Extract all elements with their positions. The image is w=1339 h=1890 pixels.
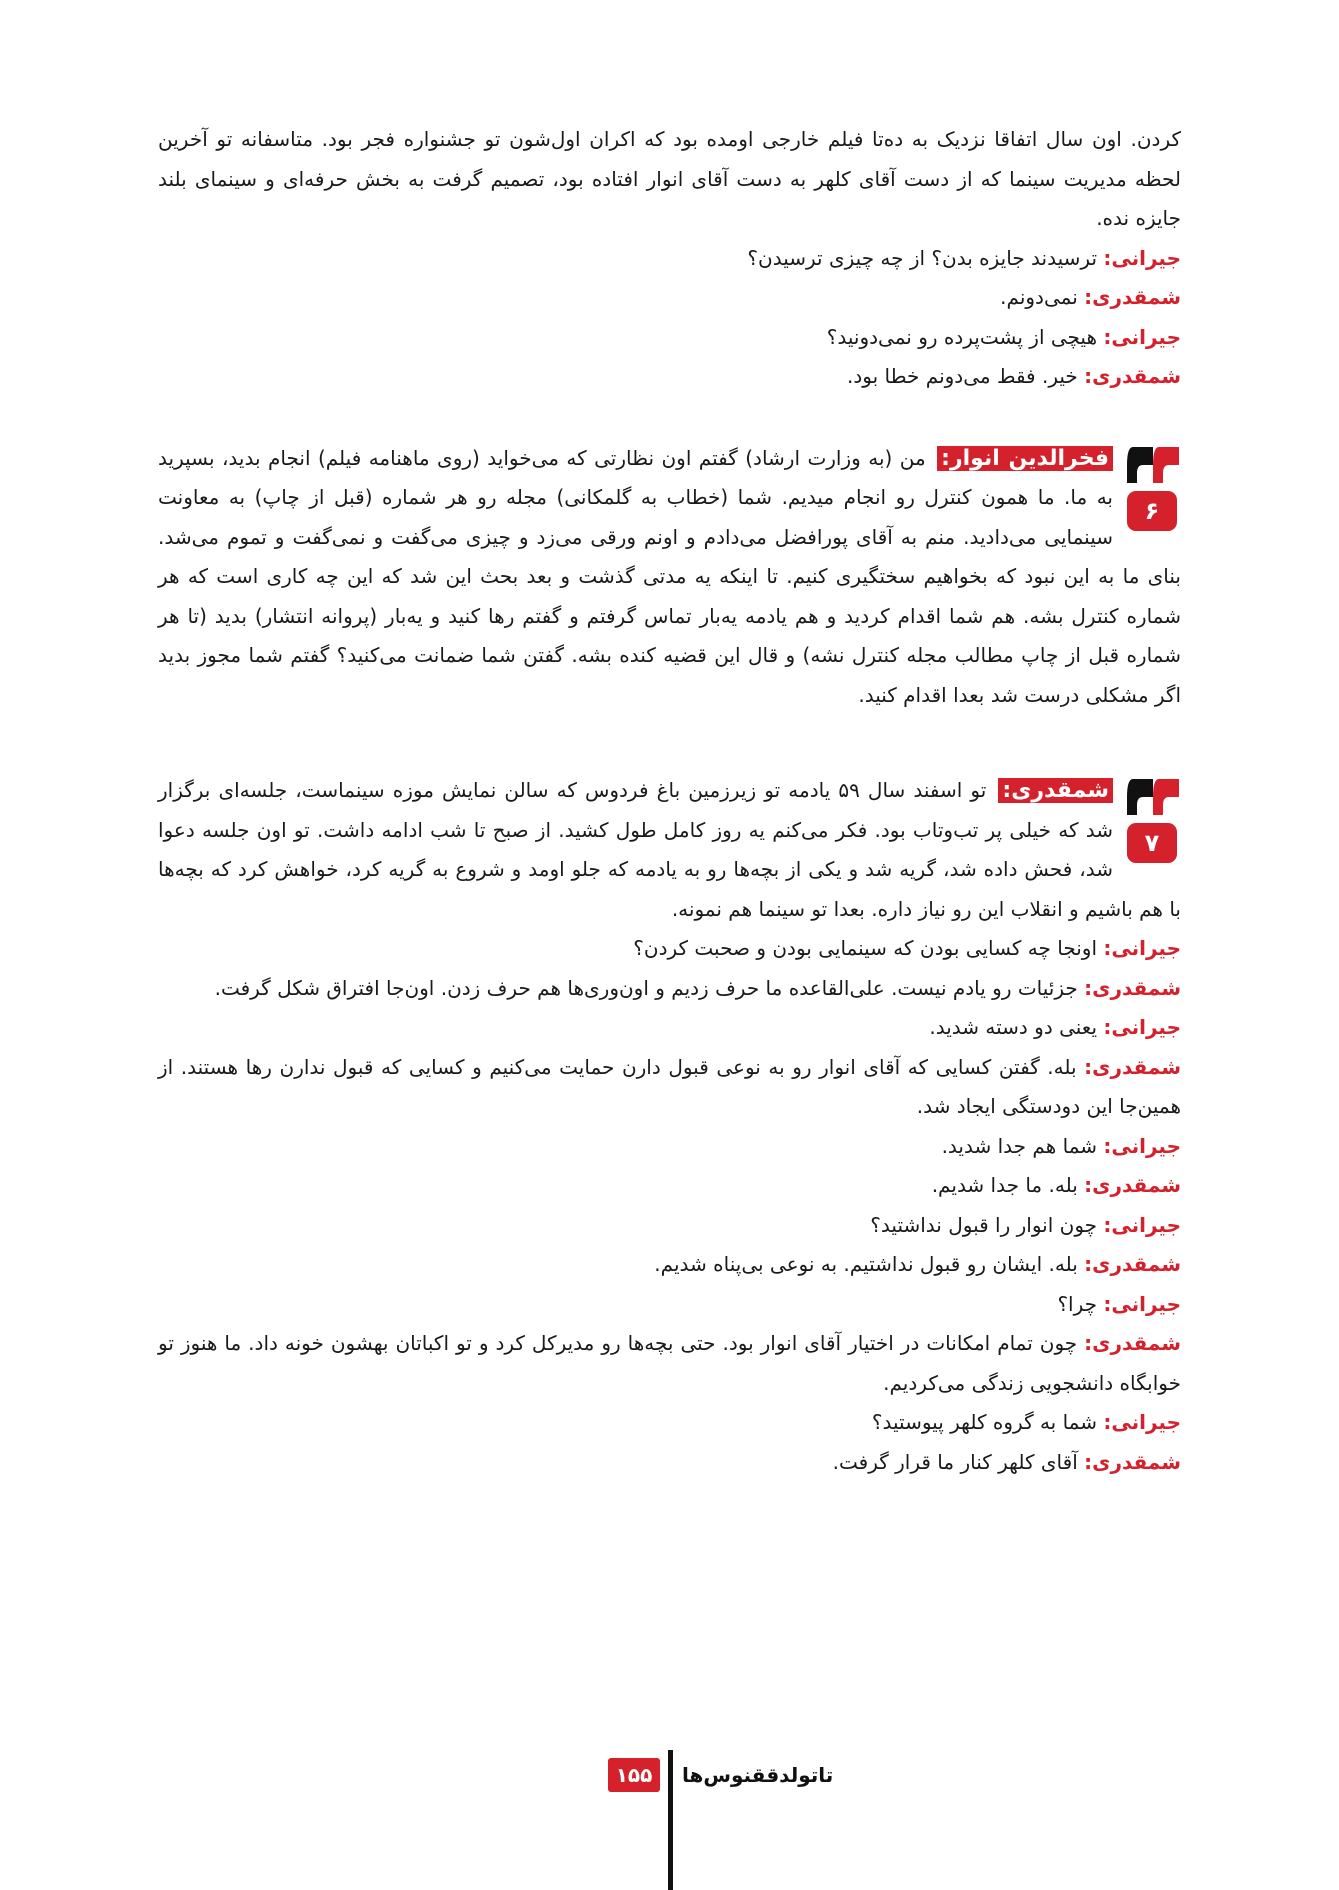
section-paragraph (158, 771, 1181, 929)
dialog-text: یعنی دو دسته شدید. (929, 1015, 1104, 1039)
dialog-line (158, 1285, 1181, 1325)
speaker-label: جیرانی: (1103, 324, 1181, 349)
speaker-label: جیرانی: (1103, 1133, 1181, 1158)
dialog-text: شما هم جدا شدید. (941, 1133, 1104, 1158)
dialog-text: شما به گروه کلهر پیوستید؟ (871, 1410, 1104, 1434)
dialog-line (158, 278, 1181, 318)
speaker-label: جیرانی: (1103, 1291, 1181, 1316)
section-7 (158, 771, 1181, 929)
dialog-line (158, 239, 1181, 279)
intro-paragraph: کردن. اون سال اتفاقا نزدیک به ده‌تا فیلم خارجی اومده بود که اکران اول‌شون تو جشنواره فجر بود. متاسفانه تو آخرین لحظه مدیریت سینما که از دست آقای کلهر به دست آقای انوار افتاده بود، تصمیم گرفت به بخش حرفه‌ای و سینمای بلند جایزه نده. (158, 127, 1181, 230)
dialog-line (158, 929, 1181, 969)
dialog-line (158, 318, 1181, 358)
section-text: تو اسفند سال ۵۹ یادمه تو زیرزمین باغ فردوس که سالن نمایش موزه سینماست، جلسه‌ای برگزار شد که خیلی پر تب‌وتاب بود. فکر می‌کنم یه روز کامل طول کشید. از صبح تا شب ادامه داشت. تو اون جلسه دعوا شد، فحش داده شد، گریه شد و یکی از بچه‌ها رو به یادمه که جلو اومد و شروع به گریه کرد، خواهش کرد که بچه‌ها با هم باشیم و انقلاب این رو نیاز داره. بعدا تو سینما هم نمونه. (158, 778, 1181, 921)
dialog-line (158, 1245, 1181, 1285)
speaker-label: شمقدری: (1084, 285, 1181, 309)
dialog-text: هیچی از پشت‌پرده رو نمی‌دونید؟ (826, 324, 1104, 349)
dialog-line (158, 1166, 1181, 1206)
page-number: ۱۵۵ (608, 1758, 660, 1792)
speaker-label: جیرانی: (1103, 1212, 1181, 1237)
speaker-highlight: شمقدری: (998, 778, 1113, 803)
dialog-text: جزئیات رو یادم نیست. علی‌القاعده ما حرف زدیم و اون‌وری‌ها هم حرف زدن. اون‌جا افتراق شکل گرفت. (214, 975, 1085, 1000)
dialog-text: چون تمام امکانات در اختیار آقای انوار بود. حتی بچه‌ها رو مدیرکل کرد و تو اکباتان بهشون خونه داد. ما هنوز تو خوابگاه دانشجویی زندگی می‌کردیم. (158, 1331, 1181, 1395)
speaker-label: جیرانی: (1103, 245, 1181, 270)
quote-mark-icon (1123, 443, 1181, 491)
article-page (158, 120, 1181, 1482)
dialog-block-2 (158, 929, 1181, 1482)
dialog-text: خیر. فقط می‌دونم خطا بود. (847, 364, 1085, 388)
dialog-block-1 (158, 239, 1181, 397)
section-badge (1123, 775, 1181, 865)
section-6 (158, 439, 1181, 716)
dialog-text: بله. گفتن کسایی که آقای انوار رو به نوعی قبول دارن حمایت می‌کنیم و کسایی که قبول ندارن رها هستند. از همین‌جا این دودستگی ایجاد شد. (158, 1054, 1181, 1118)
speaker-label: جیرانی: (1103, 1015, 1181, 1039)
page-footer (0, 1750, 1339, 1890)
speaker-label: شمقدری: (1084, 975, 1181, 1000)
dialog-line (158, 1206, 1181, 1246)
speaker-highlight: فخرالدین انوار: (937, 446, 1113, 471)
dialog-text: چرا؟ (1057, 1291, 1104, 1316)
dialog-text: ترسیدند جایزه بدن؟ از چه چیزی ترسیدن؟ (747, 245, 1104, 270)
quote-mark-icon (1123, 775, 1181, 823)
dialog-line (158, 1127, 1181, 1167)
section-paragraph (158, 439, 1181, 716)
speaker-label: شمقدری: (1084, 1449, 1181, 1474)
section-badge (1123, 443, 1181, 533)
speaker-label: شمقدری: (1084, 1331, 1181, 1355)
dialog-text: بله. ایشان رو قبول نداشتیم. به نوعی بی‌پناه شدیم. (654, 1252, 1085, 1276)
dialog-line (158, 969, 1181, 1009)
speaker-label: شمقدری: (1084, 364, 1181, 388)
dialog-line (158, 1324, 1181, 1403)
dialog-line (158, 357, 1181, 397)
speaker-label: جیرانی: (1103, 1410, 1181, 1434)
dialog-line (158, 1048, 1181, 1127)
dialog-text: چون انوار را قبول نداشتید؟ (870, 1212, 1104, 1237)
dialog-line (158, 1008, 1181, 1048)
section-number: ۷ (1127, 823, 1177, 863)
dialog-text: بله. ما جدا شدیم. (931, 1173, 1085, 1197)
dialog-text: اونجا چه کسایی بودن که سینمایی بودن و صحبت کردن؟ (633, 936, 1104, 960)
speaker-label: جیرانی: (1103, 936, 1181, 960)
section-text: من (به وزارت ارشاد) گفتم اون نظارتی که می‌خواید (روی ماهنامه فیلم) انجام بدید، بسپرید به ما. ما همون کنترل رو انجام میدیم. شما (خطاب به گلمکانی) مجله رو هر شماره (قبل از چاپ) به معاونت سینمایی می‌دادید. منم به آقای پورافضل می‌دادم و اونم ورقی می‌زد و چیزی می‌گفت و نمی‌گفت و تموم می‌شد. بنای ما به این نبود که بخواهیم سختگیری کنیم. تا اینکه یه مدتی گذشت و بعد بحث این شد که این چه کاری است که هر شماره کنترل بشه. هم شما اقدام کردید و هم یادمه یه‌بار تماس گرفتم و گفتم رها کنید و یه‌بار (پروانه انتشار) بدید (تا هر شماره قبل از چاپ مطالب مجله کنترل نشه) و قال این قضیه کنده بشه. گفتن شما ضمانت می‌کنید؟ گفتم شما مجوز بدید اگر مشکلی درست شد بعدا اقدام کنید. (158, 445, 1181, 707)
footer-divider (668, 1750, 673, 1890)
book-title: تاتولدققنوس‌ها (682, 1763, 834, 1787)
speaker-label: شمقدری: (1084, 1173, 1181, 1197)
dialog-text: آقای کلهر کنار ما قرار گرفت. (832, 1449, 1085, 1474)
dialog-line (158, 1403, 1181, 1443)
speaker-label: شمقدری: (1084, 1252, 1181, 1276)
section-number: ۶ (1127, 491, 1177, 531)
dialog-line (158, 1443, 1181, 1483)
dialog-text: نمی‌دونم. (1000, 285, 1085, 309)
speaker-label: شمقدری: (1084, 1054, 1181, 1079)
